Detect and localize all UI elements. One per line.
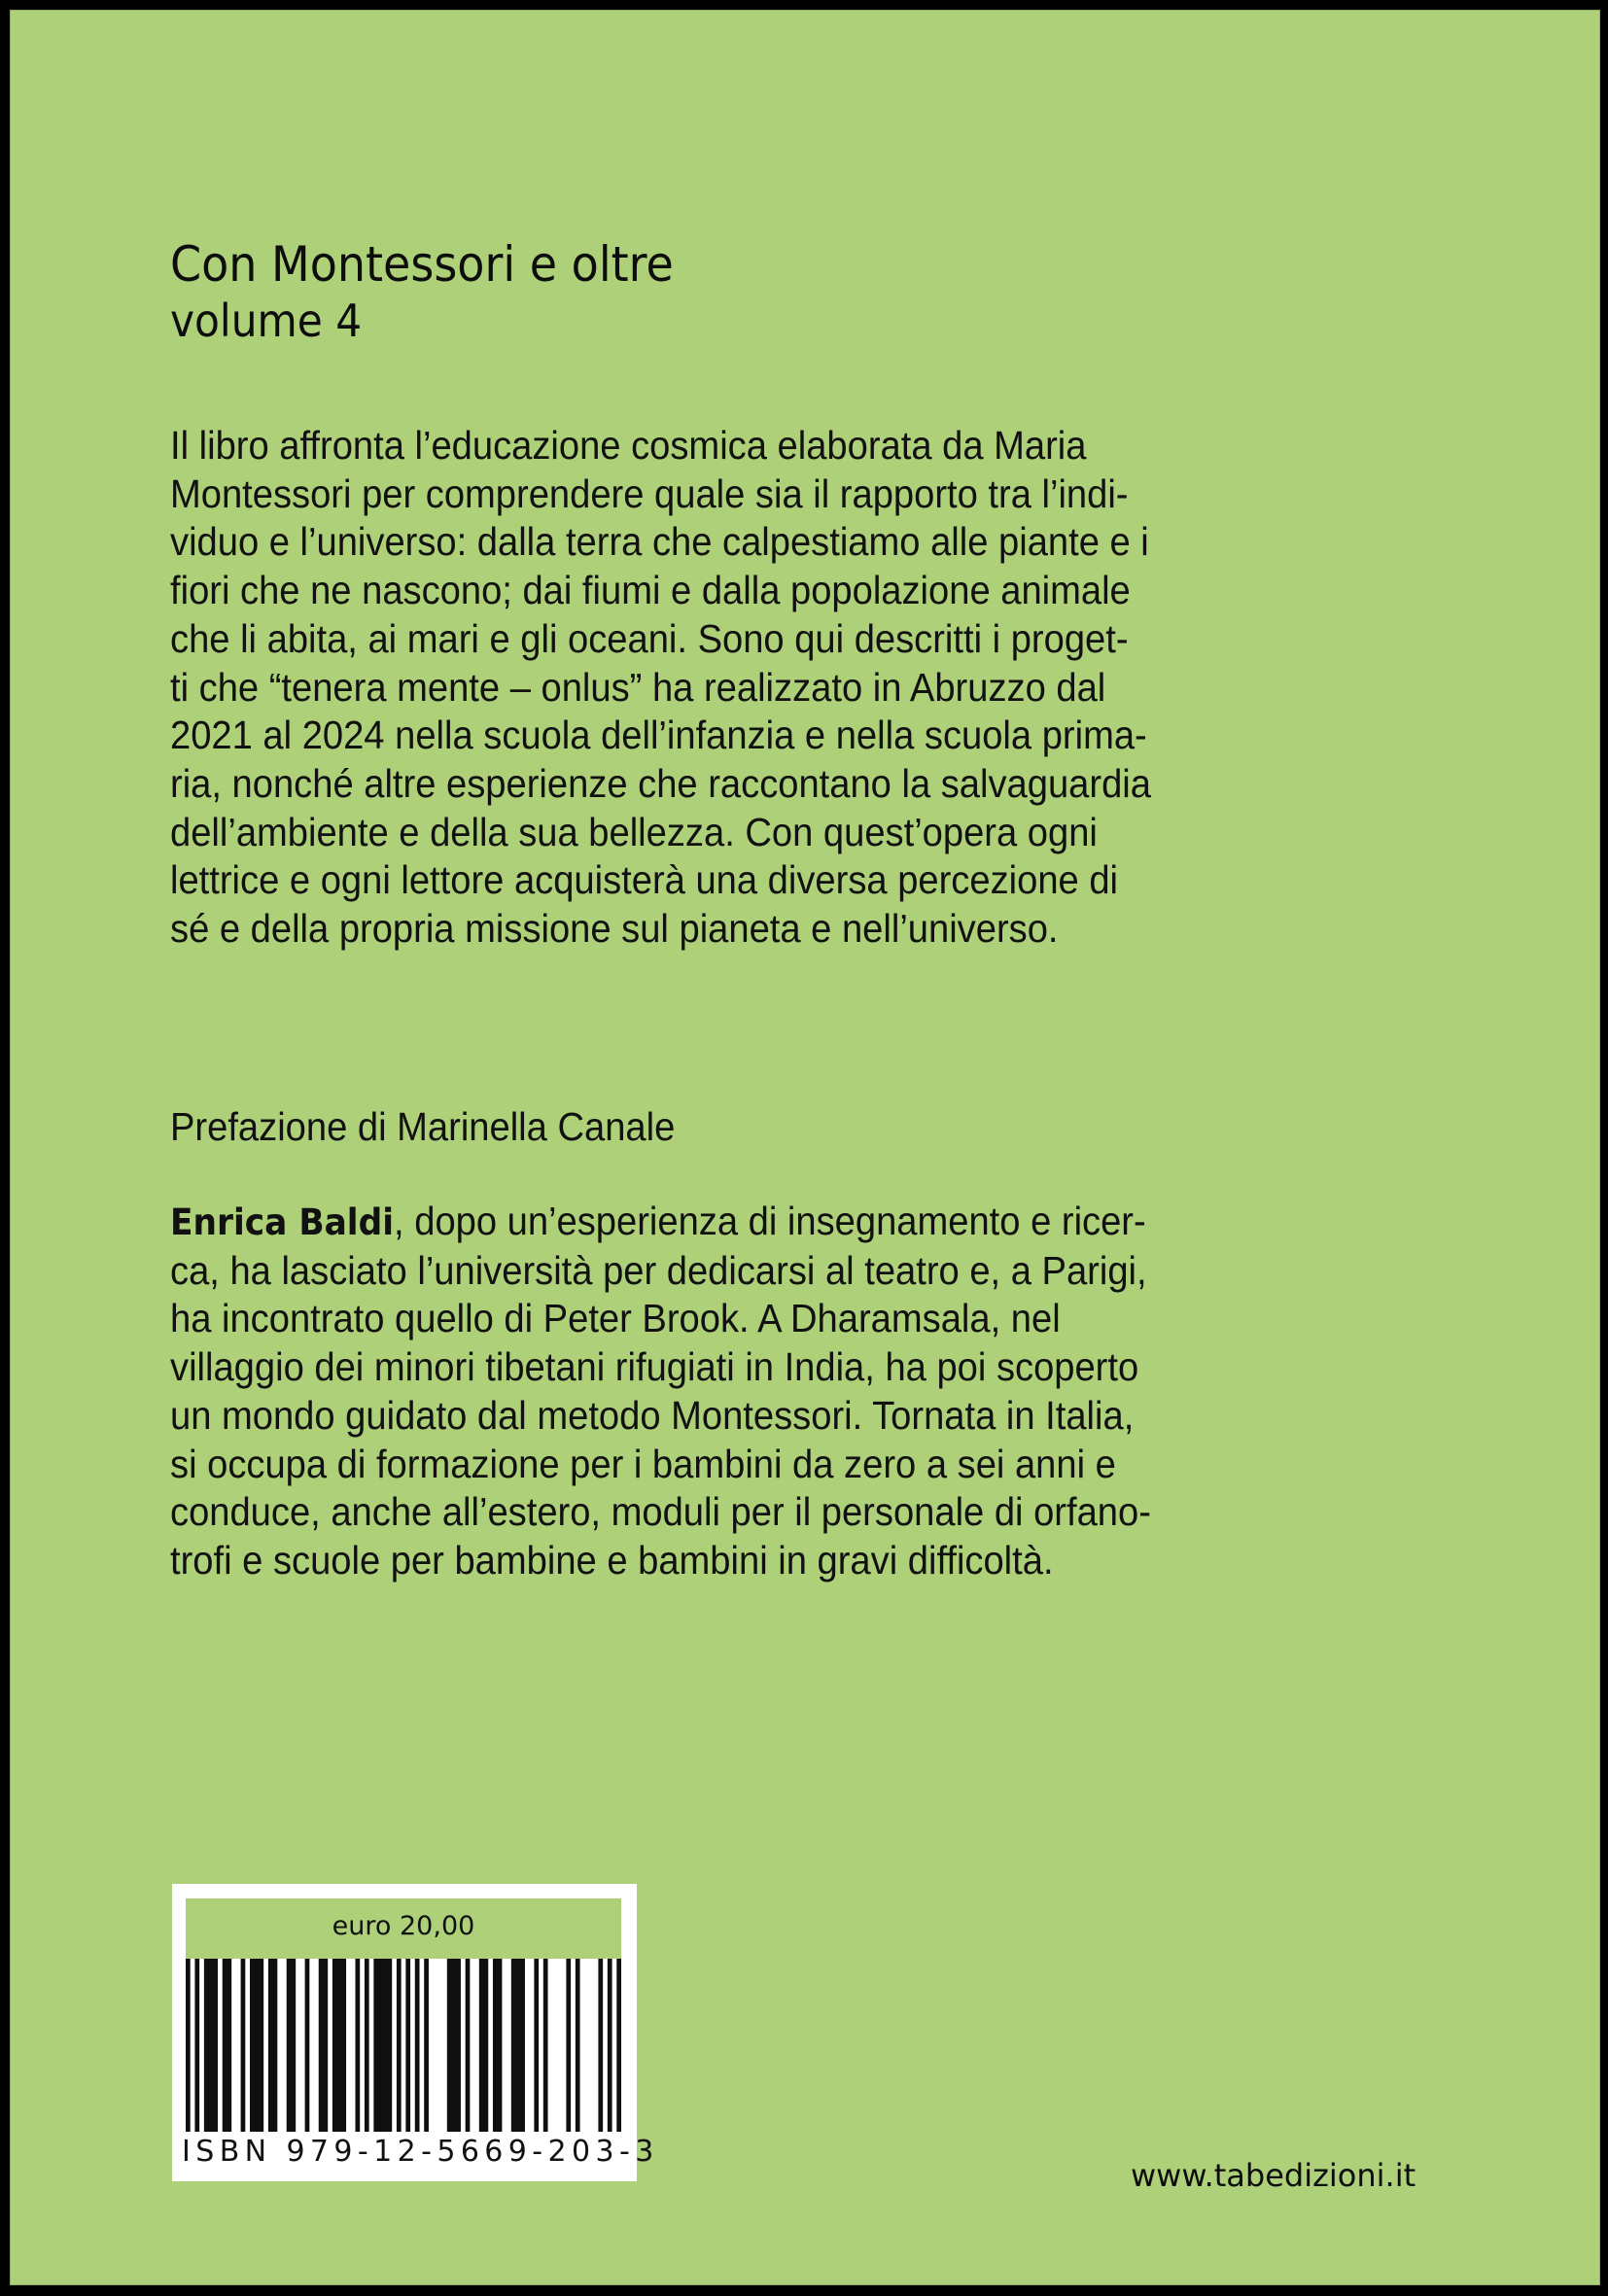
bio-line: ca, ha lasciato l’università per dedicarsi al teatro e, a Parigi, [170,1247,1147,1293]
barcode-box [172,1884,659,2181]
bio-line: si occupa di formazione per i bambini da zero a sei anni e [170,1441,1116,1486]
blurb-line: lettrice e ogni lettore acquisterà una diversa percezione di [170,857,1119,903]
publisher-website[interactable]: www.tabedizioni.it [1131,2157,1416,2194]
isbn-label: ISBN 979-12-5669-203-3 [182,2135,659,2169]
back-cover [10,10,1600,2285]
bio-first-line [170,1198,1151,1247]
bio-line: ha incontrato quello di Peter Brook. A Dharamsala, nel [170,1296,1061,1341]
blurb-line: ti che “tenera mente – onlus” ha realizzato in Abruzzo dal [170,664,1106,710]
blurb-paragraph [170,422,1225,954]
book-volume: volume 4 [170,295,363,347]
blurb-line: Montessori per comprendere quale sia il rapporto tra l’indi- [170,470,1129,516]
blurb-line: dell’ambiente e della sua bellezza. Con quest’opera ogni [170,809,1098,854]
barcode-icon [186,1959,621,2132]
blurb-line: ria, nonché altre esperienze che raccontano la salvaguardia [170,760,1151,806]
blurb-line: Il libro affronta l’educazione cosmica elaborata da Maria [170,423,1087,468]
preface-credit [170,1103,713,1152]
preface-text: Prefazione di Marinella Canale [170,1104,676,1149]
bio-line: conduce, anche all’estero, moduli per il personale di orfano- [170,1489,1151,1535]
price-label: euro 20,00 [332,1911,475,1941]
bio-line: un mondo guidato dal metodo Montessori. Tornata in Italia, [170,1392,1135,1438]
bio-first-line-text: , dopo un’esperienza di insegnamento e ricer- [394,1199,1146,1243]
price-strip [186,1898,621,1959]
blurb-line: sé e della propria missione sul pianeta e nell’universo. [170,906,1059,952]
blurb-line: viduo e l’universo: dalla terra che calpestiamo alle piante e i [170,519,1149,565]
blurb-line: che li abita, ai mari e gli oceani. Sono qui descritti i proget- [170,615,1129,661]
author-name: Enrica Baldi [170,1201,395,1243]
blurb-line: fiori che ne nascono; dai fiumi e dalla popolazione animale [170,568,1131,613]
bio-line: trofi e scuole per bambine e bambini in gravi difficoltà. [170,1537,1054,1583]
bio-line: villaggio dei minori tibetani rifugiati in India, ha poi scoperto [170,1344,1139,1390]
blurb-line: 2021 al 2024 nella scuola dell’infanzia e nella scuola prima- [170,713,1147,758]
author-bio [170,1198,1225,1585]
book-title: Con Montessori e oltre [170,236,674,293]
